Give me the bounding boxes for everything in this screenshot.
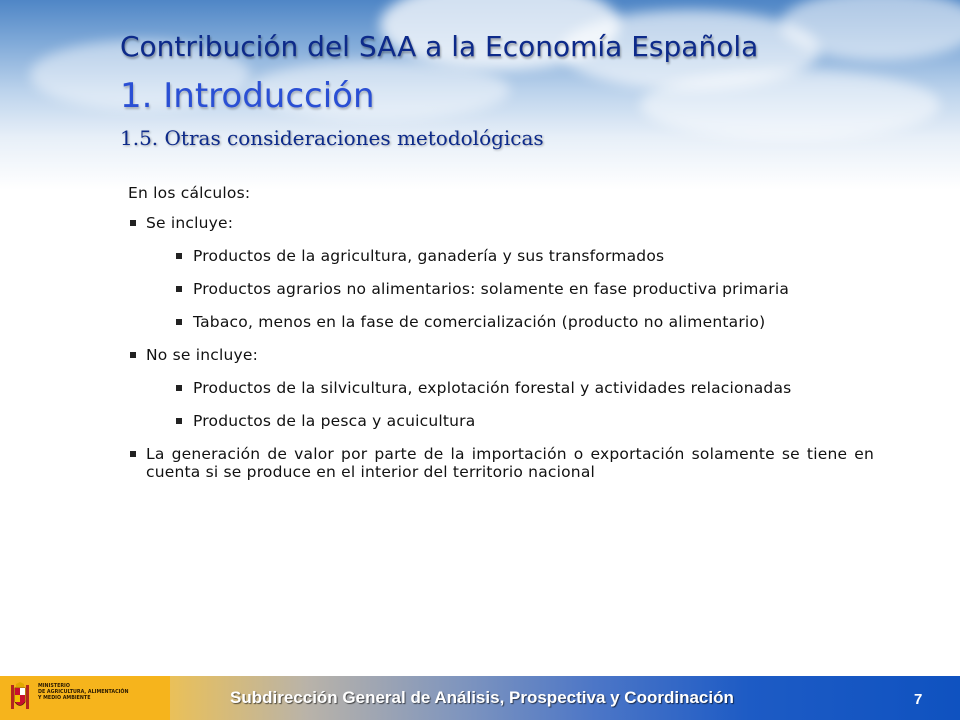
- slide-main-title: Contribución del SAA a la Economía Española: [120, 30, 759, 63]
- square-bullet-icon: [176, 418, 182, 424]
- list-item-text: Tabaco, menos en la fase de comercialización (producto no alimentario): [193, 313, 766, 331]
- bullet-includes: [128, 214, 874, 232]
- list-item-text: Productos de la pesca y acuicultura: [193, 412, 476, 430]
- square-bullet-icon: [176, 286, 182, 292]
- square-bullet-icon: [176, 319, 182, 325]
- slide-footer: [0, 676, 960, 720]
- list-item-text: Productos de la agricultura, ganadería y sus transformados: [193, 247, 665, 265]
- ministry-logo: [0, 676, 170, 720]
- slide-header: [0, 0, 960, 170]
- list-item: [128, 379, 874, 397]
- square-bullet-icon: [176, 385, 182, 391]
- department-name: Subdirección General de Análisis, Prospectiva y Coordinación: [230, 688, 734, 707]
- list-item: [128, 247, 874, 265]
- page-number: 7: [914, 691, 923, 708]
- includes-label: Se incluye:: [146, 214, 234, 232]
- bullet-note: [128, 445, 874, 481]
- square-bullet-icon: [130, 220, 136, 226]
- list-item: [128, 412, 874, 430]
- section-title: 1. Introducción: [120, 76, 375, 116]
- bullet-excludes: [128, 346, 874, 364]
- square-bullet-icon: [176, 253, 182, 259]
- list-item: [128, 280, 874, 298]
- square-bullet-icon: [130, 451, 136, 457]
- coat-of-arms-icon: [10, 682, 30, 712]
- ministry-name: MINISTERIO DE AGRICULTURA, ALIMENTACIÓN Y MEDIO AMBIENTE: [38, 684, 129, 701]
- square-bullet-icon: [130, 352, 136, 358]
- list-item: [128, 313, 874, 331]
- list-item-text: Productos agrarios no alimentarios: solamente en fase productiva primaria: [193, 280, 790, 298]
- intro-text: En los cálculos:: [128, 184, 251, 202]
- subsection-title: 1.5. Otras consideraciones metodológicas: [120, 126, 544, 150]
- list-item-text: Productos de la silvicultura, explotación forestal y actividades relacionadas: [193, 379, 792, 397]
- slide-body: [128, 182, 874, 496]
- note-text: La generación de valor por parte de la importación o exportación solamente se tiene en cuenta si se produce en el interior del territorio nacional: [146, 445, 874, 481]
- excludes-label: No se incluye:: [146, 346, 259, 364]
